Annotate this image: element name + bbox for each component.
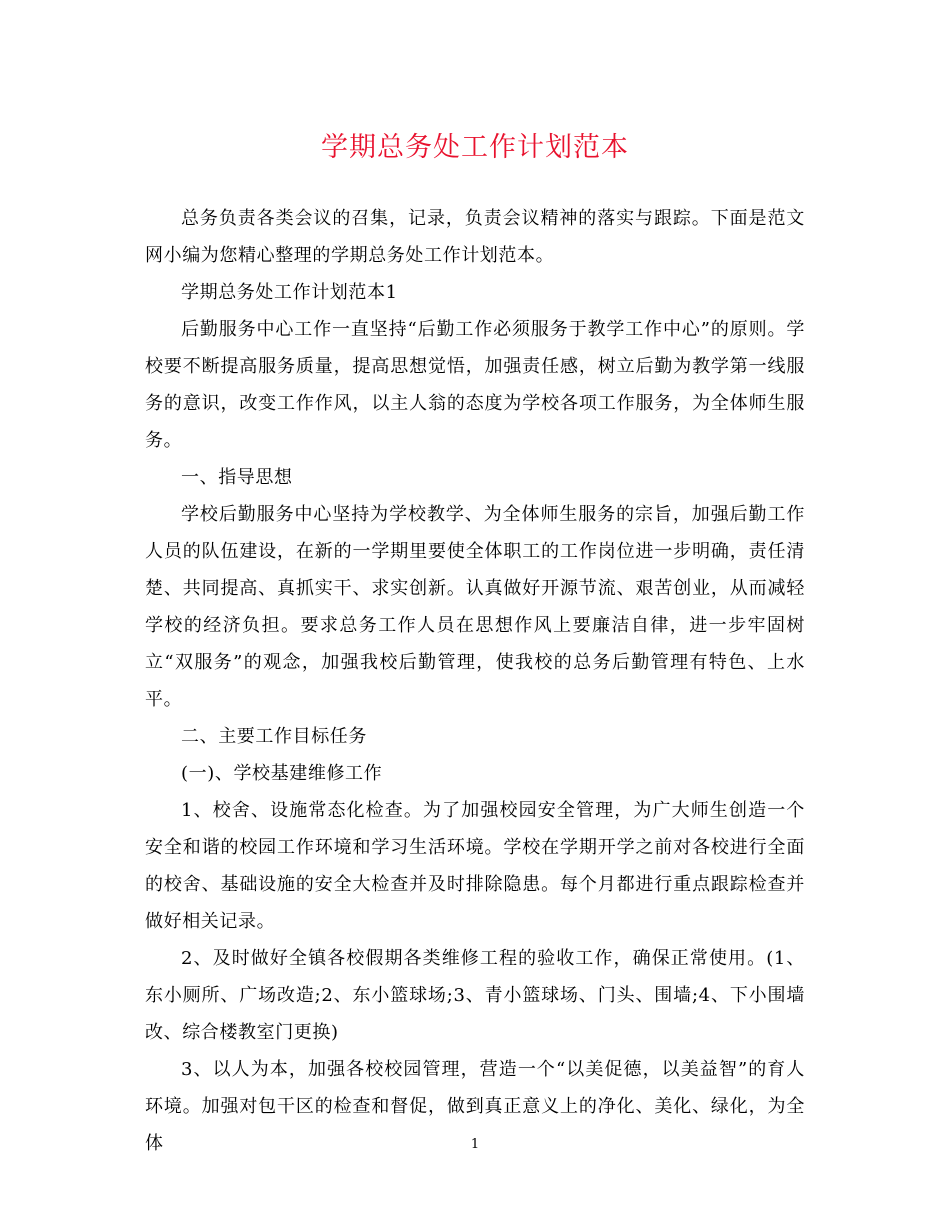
document-body bbox=[145, 200, 805, 1162]
paragraph-intro: 总务负责各类会议的召集，记录，负责会议精神的落实与跟踪。下面是范文网小编为您精心整理的学期总务处工作计划范本。 bbox=[145, 208, 805, 266]
document-title: 学期总务处工作计划范本 bbox=[321, 132, 629, 163]
paragraph-item-1: 1、校舍、设施常态化检查。为了加强校园安全管理，为广大师生创造一个安全和谐的校园工作环境和学习生活环境。学校在学期开学之前对各校进行全面的校舍、基础设施的安全大检查并及时排除隐患。每个月都进行重点跟踪检查并做好相关记录。 bbox=[145, 800, 805, 932]
paragraph-item-2: 2、及时做好全镇各校假期各类维修工程的验收工作，确保正常使用。(1、东小厕所、广场改造;2、东小篮球场;3、青小篮球场、门头、围墙;4、下小围墙改、综合楼教室门更换) bbox=[145, 948, 805, 1043]
paragraph-subheading-maintenance: (一)、学校基建维修工作 bbox=[181, 763, 383, 784]
paragraph-principle: 后勤服务中心工作一直坚持“后勤工作必须服务于教学工作中心”的原则。学校要不断提高服务质量，提高思想觉悟，加强责任感，树立后勤为教学第一线服务的意识，改变工作作风，以主人翁的态度为学校各项工作服务，为全体师生服务。 bbox=[145, 319, 805, 451]
paragraph-heading-guiding-thought: 一、指导思想 bbox=[181, 467, 293, 488]
page-number: 1 bbox=[470, 1137, 480, 1152]
paragraph-item-3: 3、以人为本，加强各校校园管理，营造一个“以美促德，以美益智”的育人环境。加强对包干区的检查和督促，做到真正意义上的净化、美化、绿化，为全体 bbox=[145, 1059, 805, 1154]
paragraph-heading-main-tasks: 二、主要工作目标任务 bbox=[181, 726, 367, 747]
paragraph-guiding-thought: 学校后勤服务中心坚持为学校教学、为全体师生服务的宗旨，加强后勤工作人员的队伍建设，在新的一学期里要使全体职工的工作岗位进一步明确，责任清楚、共同提高、真抓实干、求实创新。认真做好开源节流、艰苦创业，从而减轻学校的经济负担。要求总务工作人员在思想作风上要廉洁自律，进一步牢固树立“双服务”的观念，加强我校后勤管理，使我校的总务后勤管理有特色、上水平。 bbox=[145, 504, 805, 710]
paragraph-section-heading: 学期总务处工作计划范本1 bbox=[181, 282, 398, 303]
